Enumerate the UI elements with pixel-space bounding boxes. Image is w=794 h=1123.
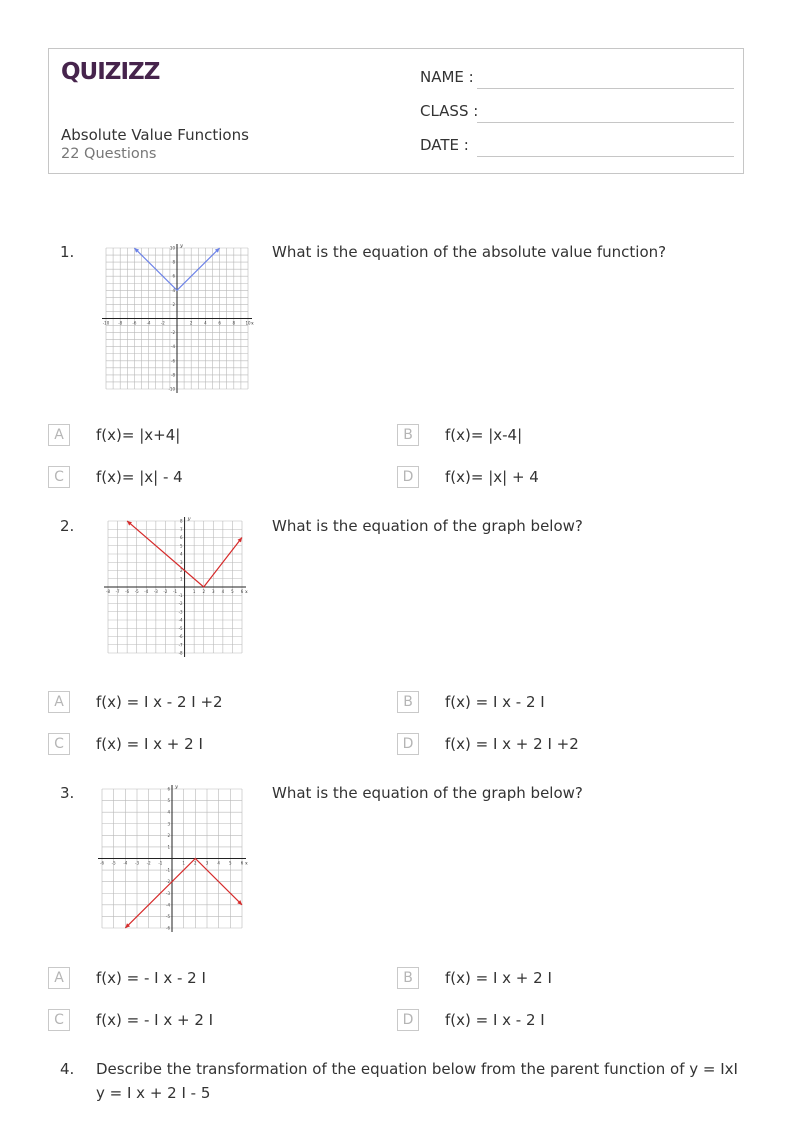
q2-option-b-text[interactable]: f(x) = I x - 2 I (445, 693, 545, 711)
name-line[interactable] (477, 88, 734, 89)
x-tick-label: 6 (240, 589, 244, 594)
x-tick-label: 5 (229, 860, 232, 866)
worksheet-title: Absolute Value Functions (61, 126, 249, 144)
y-axis-label: y (180, 243, 183, 249)
y-tick-label: -4 (166, 902, 170, 908)
q3-option-d-box[interactable]: D (397, 1009, 419, 1031)
y-tick-label: 4 (172, 287, 175, 293)
y-tick-label: 8 (172, 259, 175, 265)
x-tick-label: -2 (146, 860, 151, 866)
q1-option-b-box[interactable]: B (397, 424, 419, 446)
y-tick-label: 5 (180, 543, 183, 549)
date-label: DATE : (420, 136, 469, 154)
q2-option-b-box[interactable]: B (397, 691, 419, 713)
q3-option-a-box[interactable]: A (48, 967, 70, 989)
question-4-text: Describe the transformation of the equation below from the parent function of y = IxI (96, 1060, 738, 1078)
question-1-number: 1. (60, 243, 75, 261)
y-tick-label: -6 (171, 358, 175, 364)
question-1-graph (98, 240, 256, 397)
q3-option-c-text[interactable]: f(x) = - I x + 2 I (96, 1011, 214, 1029)
y-tick-label: 3 (167, 821, 170, 827)
y-tick-label: -5 (166, 913, 170, 919)
q1-option-b-text[interactable]: f(x)= |x-4| (445, 426, 523, 444)
y-tick-label: -7 (178, 642, 183, 648)
y-tick-label: -4 (171, 344, 175, 350)
x-tick-label: -8 (106, 589, 110, 594)
x-tick-label: -7 (115, 589, 120, 594)
q1-option-c-box[interactable]: C (48, 466, 70, 488)
question-2-graph (100, 513, 250, 661)
x-tick-label: 2 (194, 860, 197, 866)
q1-option-a-box[interactable]: A (48, 424, 70, 446)
q2-option-d-box[interactable]: D (397, 733, 419, 755)
y-tick-label: 6 (180, 535, 183, 540)
x-tick-label: 6 (240, 860, 244, 866)
q2-option-c-text[interactable]: f(x) = I x + 2 I (96, 735, 203, 753)
q1-option-d-box[interactable]: D (397, 466, 419, 488)
q3-option-a-text[interactable]: f(x) = - I x - 2 I (96, 969, 206, 987)
y-tick-label: 1 (167, 844, 170, 850)
y-tick-label: -4 (178, 617, 183, 623)
x-tick-label: 2 (189, 320, 193, 326)
x-tick-label: -10 (102, 320, 110, 326)
x-tick-label: 4 (221, 589, 225, 594)
y-axis-label: y (175, 784, 178, 790)
question-3-text: What is the equation of the graph below? (272, 784, 583, 802)
x-tick-label: -4 (123, 860, 128, 866)
x-tick-label: -1 (158, 860, 163, 866)
question-2-text: What is the equation of the graph below? (272, 517, 583, 535)
y-tick-label: 6 (167, 786, 170, 792)
x-tick-label: 3 (205, 860, 209, 866)
x-tick-label: 3 (212, 589, 215, 594)
q3-option-c-box[interactable]: C (48, 1009, 70, 1031)
x-axis-label: x (251, 320, 254, 327)
y-tick-label: 6 (172, 273, 175, 279)
y-tick-label: 8 (180, 518, 183, 524)
name-field[interactable] (420, 68, 734, 92)
y-tick-label: 2 (180, 568, 183, 573)
y-tick-label: -3 (166, 890, 170, 896)
x-tick-label: 8 (232, 320, 236, 326)
y-tick-label: -1 (178, 592, 183, 598)
x-tick-label: -6 (132, 320, 137, 326)
y-tick-label: -10 (168, 386, 175, 392)
x-tick-label: -2 (160, 320, 165, 326)
date-line[interactable] (477, 156, 734, 157)
y-tick-label: -5 (178, 625, 183, 631)
x-tick-label: 2 (202, 589, 205, 594)
y-tick-label: -2 (171, 330, 175, 336)
q3-option-d-text[interactable]: f(x) = I x - 2 I (445, 1011, 545, 1029)
x-tick-label: -6 (100, 860, 104, 866)
x-tick-label: -3 (153, 589, 158, 594)
x-tick-label: -3 (135, 860, 139, 866)
name-label: NAME : (420, 68, 474, 86)
x-tick-label: -1 (173, 589, 177, 594)
y-tick-label: 4 (180, 551, 183, 557)
class-field[interactable] (420, 102, 734, 126)
y-axis-label: y (187, 516, 191, 522)
q1-option-a-text[interactable]: f(x)= |x+4| (96, 426, 181, 444)
question-3-number: 3. (60, 784, 75, 802)
question-3-graph (94, 781, 250, 936)
y-tick-label: 1 (180, 576, 183, 582)
q3-option-b-text[interactable]: f(x) = I x + 2 I (445, 969, 552, 987)
y-tick-label: 5 (167, 798, 170, 804)
question-2-number: 2. (60, 517, 75, 535)
y-tick-label: 7 (180, 526, 183, 532)
q2-option-d-text[interactable]: f(x) = I x + 2 I +2 (445, 735, 579, 753)
y-tick-label: -2 (178, 601, 183, 606)
y-tick-label: 2 (172, 301, 175, 307)
y-tick-label: -8 (178, 650, 183, 656)
q3-option-b-box[interactable]: B (397, 967, 419, 989)
class-line[interactable] (477, 122, 734, 123)
question-count: 22 Questions (61, 146, 157, 162)
question-4-equation: y = I x + 2 I - 5 (96, 1084, 211, 1102)
y-tick-label: 2 (167, 832, 170, 838)
question-4-number: 4. (60, 1060, 75, 1078)
worksheet-header (48, 48, 744, 174)
y-tick-label: -8 (171, 372, 175, 378)
y-tick-label: 3 (180, 559, 183, 565)
q1-option-d-text[interactable]: f(x)= |x| + 4 (445, 468, 539, 486)
y-tick-label: -6 (166, 925, 170, 931)
x-tick-label: 1 (192, 589, 196, 594)
y-tick-label: -3 (178, 609, 183, 615)
y-tick-label: 10 (169, 245, 175, 251)
q2-option-c-box[interactable]: C (48, 733, 70, 755)
q2-option-a-text[interactable]: f(x) = I x - 2 I +2 (96, 693, 223, 711)
x-axis-label: x (245, 589, 248, 595)
y-tick-label: -2 (166, 879, 170, 885)
y-tick-label: -1 (166, 867, 170, 873)
x-tick-label: -5 (134, 589, 139, 594)
q1-option-c-text[interactable]: f(x)= |x| - 4 (96, 468, 183, 486)
question-1-text: What is the equation of the absolute value function? (272, 243, 667, 261)
x-tick-label: 4 (217, 860, 220, 866)
x-tick-label: -5 (111, 860, 116, 866)
x-tick-label: -6 (125, 589, 130, 594)
x-tick-label: -4 (146, 320, 151, 326)
x-tick-label: 1 (182, 860, 185, 866)
date-field[interactable] (420, 136, 734, 160)
x-tick-label: -8 (118, 320, 123, 326)
x-tick-label: -4 (144, 589, 149, 594)
x-tick-label: 4 (204, 320, 207, 326)
q2-option-a-box[interactable]: A (48, 691, 70, 713)
x-tick-label: 6 (218, 320, 221, 326)
quizizz-logo: QUIZIZZ (61, 59, 160, 85)
x-tick-label: 10 (245, 320, 251, 326)
y-tick-label: 4 (167, 809, 170, 815)
y-tick-label: -6 (178, 634, 183, 639)
x-axis-label: x (245, 860, 248, 867)
x-tick-label: -2 (163, 589, 168, 594)
class-label: CLASS : (420, 102, 479, 120)
x-tick-label: 5 (231, 589, 234, 594)
